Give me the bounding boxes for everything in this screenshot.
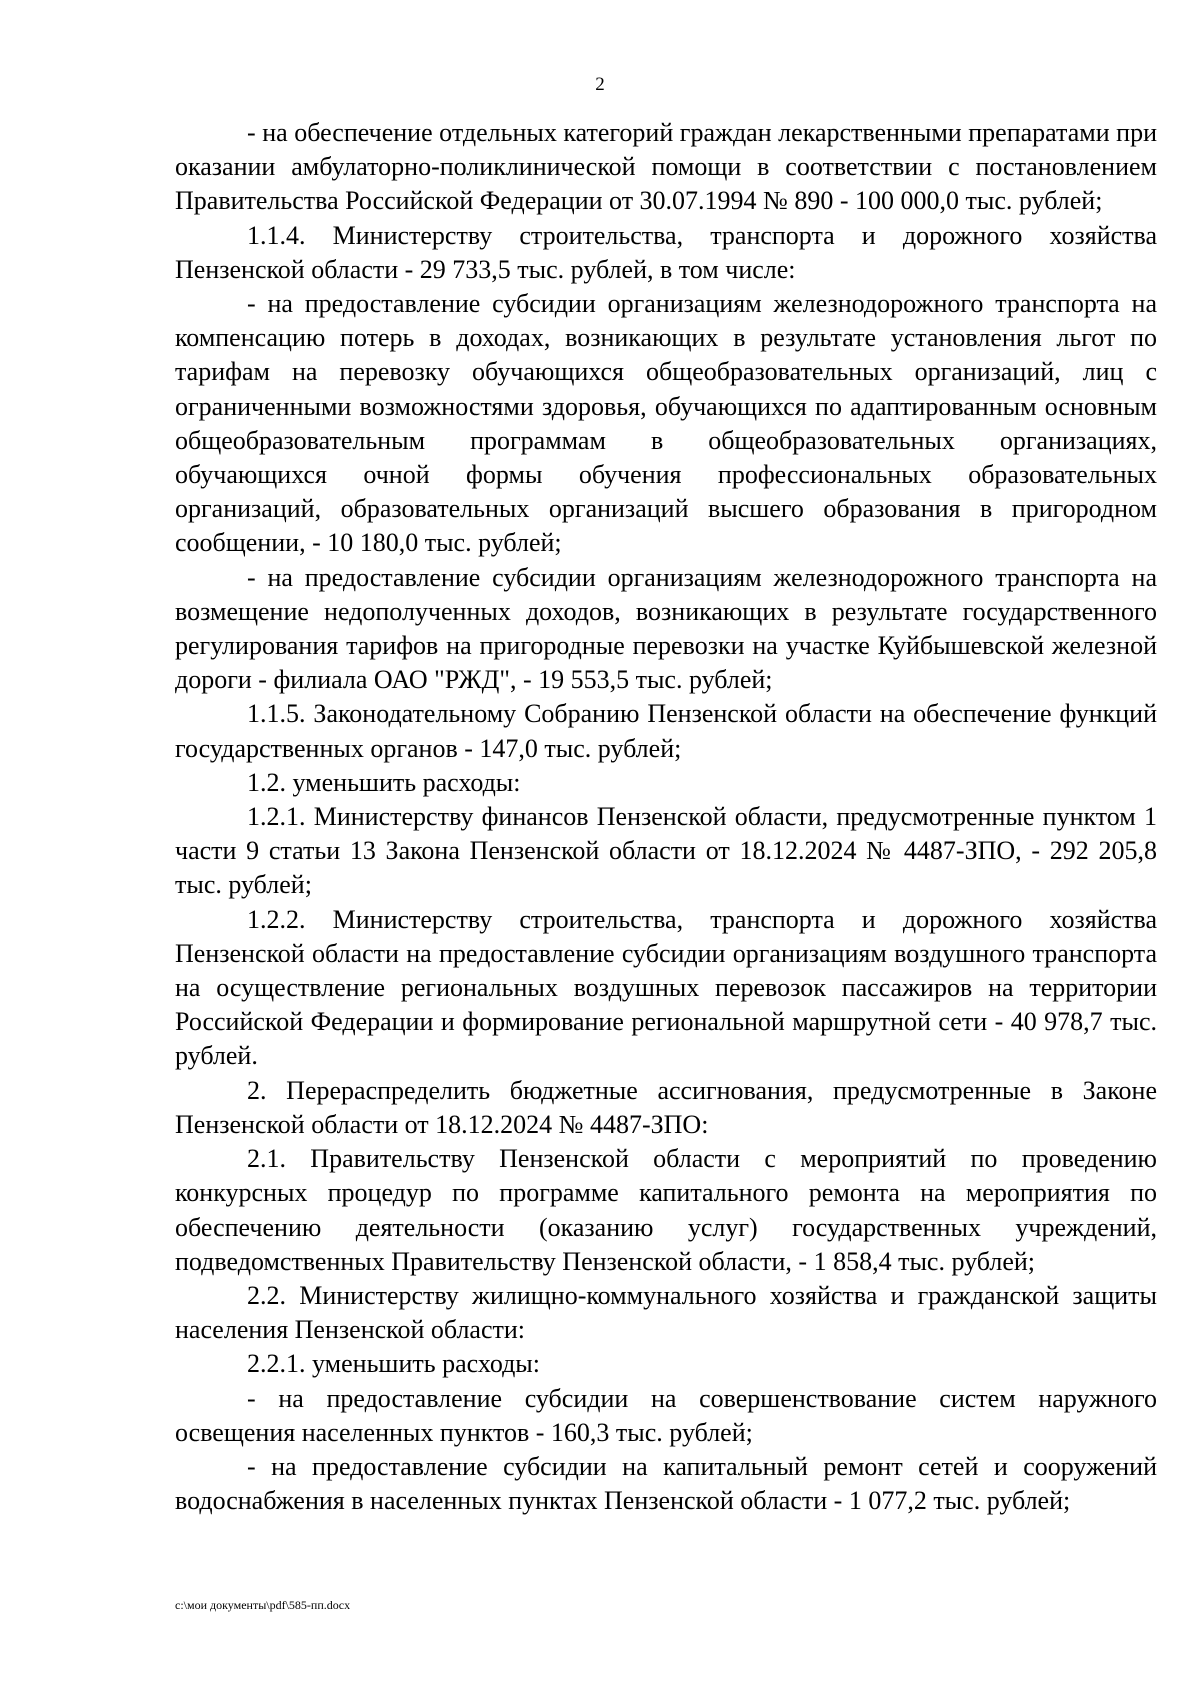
- paragraph-2-2: 2.2. Министерству жилищно-коммунального хозяйства и гражданской защиты населения Пензенской области:: [175, 1280, 1157, 1345]
- page-number: 2: [595, 74, 605, 95]
- document-body: [175, 116, 1157, 1518]
- paragraph-medicines: - на обеспечение отдельных категорий граждан лекарственными препаратами при оказании амбулаторно-поликлинической помощи в соответствии с постановлением Правительства Российской Федерации от 30.07.1994 № 890 - 100 000,0 тыс. рублей;: [175, 118, 1157, 216]
- paragraph-1-2-2: 1.2.2. Министерству строительства, транспорта и дорожного хозяйства Пензенской области на предоставление субсидии организациям воздушного транспорта на осуществление региональных воздушных перевозок пассажиров на территории Российской Федерации и формирование региональной маршрутной сети - 40 978,7 тыс. рублей.: [175, 904, 1157, 1071]
- paragraph-1-1-5: 1.1.5. Законодательному Собранию Пензенской области на обеспечение функций государственных органов - 147,0 тыс. рублей;: [175, 699, 1157, 763]
- paragraph-2: 2. Перераспределить бюджетные ассигнования, предусмотренные в Законе Пензенской области от 18.12.2024 № 4487-ЗПО:: [175, 1075, 1157, 1139]
- paragraph-lighting: - на предоставление субсидии на совершенствование систем наружного освещения населенных пунктов - 160,3 тыс. рублей;: [175, 1383, 1157, 1447]
- footer-file-path: c:\мои документы\pdf\585-пп.docx: [175, 1598, 351, 1612]
- paragraph-2-1: 2.1. Правительству Пензенской области с мероприятий по проведению конкурсных процедур по программе капитального ремонта на мероприятия по обеспечению деятельности (оказанию услуг) государственных учреждений, подведомственных Правительству Пензенской области, - 1 858,4 тыс. рублей;: [175, 1144, 1157, 1276]
- paragraph-1-2: 1.2. уменьшить расходы:: [247, 767, 521, 797]
- paragraph-2-2-1: 2.2.1. уменьшить расходы:: [247, 1349, 540, 1379]
- paragraph-1-2-1: 1.2.1. Министерству финансов Пензенской области, предусмотренные пунктом 1 части 9 статьи 13 Закона Пензенской области от 18.12.2024 № 4487-ЗПО, - 292 205,8 тыс. рублей;: [175, 802, 1157, 900]
- paragraph-rail-tariffs: - на предоставление субсидии организациям железнодорожного транспорта на возмещение недополученных доходов, возникающих в результате государственного регулирования тарифов на пригородные перевозки на участке Куйбышевской железной дороги - филиала ОАО "РЖД", - 19 553,5 тыс. рублей;: [175, 562, 1157, 695]
- paragraph-1-1-4: 1.1.4. Министерству строительства, транспорта и дорожного хозяйства Пензенской области - 29 733,5 тыс. рублей, в том числе:: [175, 220, 1157, 284]
- paragraph-rail-compensation: - на предоставление субсидии организациям железнодорожного транспорта на компенсацию потерь в доходах, возникающих в результате установления льгот по тарифам на перевозку обучающихся общеобразовательных организаций, лиц с ограниченными возможностями здоровья, обучающихся по адаптированным основным общеобразовательным программам в общеобразовательных организациях, обучающихся очной формы обучения профессиональных образовательных организаций, образовательных организаций высшего образования в пригородном сообщении, - 10 180,0 тыс. рублей;: [175, 289, 1157, 558]
- paragraph-water-supply: - на предоставление субсидии на капитальный ремонт сетей и сооружений водоснабжения в населенных пунктах Пензенской области - 1 077,2 тыс. рублей;: [175, 1451, 1157, 1516]
